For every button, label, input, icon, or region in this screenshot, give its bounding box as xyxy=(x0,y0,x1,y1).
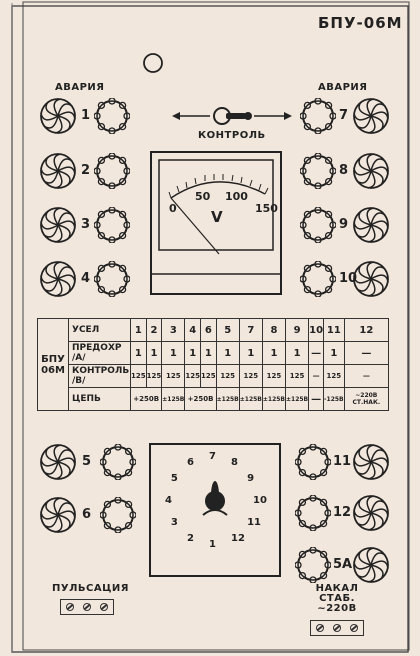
screw-icon xyxy=(333,624,341,632)
table-cell: 9 xyxy=(286,319,309,342)
meter-unit: V xyxy=(211,208,223,226)
fuse-label-7: 7 xyxy=(339,108,349,123)
table-cell: 1 xyxy=(216,342,239,365)
selector-position-6: 6 xyxy=(187,456,194,468)
panel-title: БПУ-06М xyxy=(318,14,403,32)
table-cell: 125 xyxy=(146,365,162,388)
table-cell: 1 xyxy=(262,342,285,365)
row-header-fuse xyxy=(69,342,131,365)
selector-position-4: 4 xyxy=(165,495,172,506)
selector-switch-graphic xyxy=(149,443,281,577)
fuse-4[interactable] xyxy=(94,261,130,297)
fuse-label-bottom-right-0: 11 xyxy=(333,454,352,469)
meter-tick-100: 100 xyxy=(225,190,248,203)
table-cell: 1 xyxy=(162,342,185,365)
nakal-label-1: НАКАЛ xyxy=(315,583,359,594)
fuse-1[interactable] xyxy=(94,98,130,134)
table-cell: 10 xyxy=(309,319,324,342)
row-header-control-2: /В/ xyxy=(72,376,86,386)
selector-position-5: 5 xyxy=(170,473,178,484)
nakal-terminal-block[interactable] xyxy=(310,620,364,636)
table-cell: ±125В xyxy=(239,388,262,411)
table-cell: 125 xyxy=(201,365,217,388)
selector-switch[interactable] xyxy=(149,443,281,577)
table-cell: — xyxy=(309,388,324,411)
alarm-label-right: АВАРИЯ xyxy=(318,82,368,93)
table-cell: 125 xyxy=(216,365,239,388)
table-cell: 6 xyxy=(201,319,217,342)
alarm-fan-icon xyxy=(352,260,390,298)
fan-icon xyxy=(39,443,77,481)
fuse-bottom-right-1[interactable] xyxy=(295,495,331,531)
fuse-3[interactable] xyxy=(94,207,130,243)
fan-icon xyxy=(352,494,390,532)
spec-table xyxy=(37,318,389,411)
meter-tick-150: 150 xyxy=(255,202,278,215)
table-cell: — xyxy=(344,365,388,388)
screw-icon xyxy=(350,624,358,632)
fuse-2[interactable] xyxy=(94,153,130,189)
table-side-label-1: БПУ xyxy=(41,353,65,365)
selector-position-8: 8 xyxy=(231,456,238,468)
fan-icon xyxy=(39,496,77,534)
table-cell: ~220В СТ.НАК. xyxy=(344,388,388,411)
table-cell: 8 xyxy=(262,319,285,342)
screw-icon xyxy=(66,603,74,611)
nakal-label xyxy=(312,584,362,614)
table-cell: 125 xyxy=(162,365,185,388)
table-cell: — xyxy=(344,342,388,365)
pulsation-label: ПУЛЬСАЦИЯ xyxy=(52,583,129,594)
selector-position-7: 7 xyxy=(209,451,216,462)
pulsation-terminal-block[interactable] xyxy=(60,599,114,615)
selector-position-3: 3 xyxy=(170,517,178,528)
fan-icon xyxy=(352,443,390,481)
table-cell: 4 xyxy=(185,319,201,342)
selector-position-12: 12 xyxy=(231,533,245,545)
table-cell: 5 xyxy=(216,319,239,342)
fuse-label-2: 2 xyxy=(81,163,91,178)
fuse-label-9: 9 xyxy=(339,217,349,232)
row-header-control xyxy=(69,365,131,388)
table-cell: 1 xyxy=(324,342,345,365)
screw-icon xyxy=(100,603,108,611)
table-cell: 12 xyxy=(344,319,388,342)
selector-position-11: 11 xyxy=(247,517,262,528)
table-side-label-2: 06М xyxy=(41,364,65,376)
control-label: КОНТРОЛЬ xyxy=(198,130,266,141)
table-cell: 125 xyxy=(239,365,262,388)
fuse-label-bottom-right-2: 5А xyxy=(333,557,353,572)
table-cell: 125 xyxy=(185,365,201,388)
table-cell: 125 xyxy=(286,365,309,388)
table-cell: ±125В xyxy=(216,388,239,411)
table-cell: 3 xyxy=(162,319,185,342)
table-side-label xyxy=(38,319,69,411)
control-toggle-switch[interactable] xyxy=(170,102,294,132)
table-cell: — xyxy=(309,365,324,388)
table-cell: +250В xyxy=(185,388,216,411)
table-cell: 1 xyxy=(146,342,162,365)
row-header-fuse-1: ПРЕДОХР xyxy=(72,343,122,353)
alarm-fan-icon xyxy=(39,97,77,135)
table-cell: 125 xyxy=(262,365,285,388)
row-header-circuit: ЦЕПЬ xyxy=(69,388,131,411)
table-cell: ±125В xyxy=(286,388,309,411)
alarm-fan-icon xyxy=(352,152,390,190)
fuse-label-5: 5 xyxy=(82,454,92,469)
row-header-control-1: КОНТРОЛЬ xyxy=(72,366,130,376)
fuse-bottom-6[interactable] xyxy=(100,497,136,533)
table-cell: 1 xyxy=(201,342,217,365)
table-cell: 7 xyxy=(239,319,262,342)
fuse-label-6: 6 xyxy=(82,507,92,522)
nakal-label-3: ~220В xyxy=(317,603,357,614)
fuse-label-bottom-right-1: 12 xyxy=(333,505,352,520)
table-cell: 11 xyxy=(324,319,345,342)
fuse-label-4: 4 xyxy=(81,271,91,286)
alarm-fan-icon xyxy=(39,152,77,190)
selector-position-2: 2 xyxy=(187,533,194,545)
table-cell: +250В xyxy=(131,388,162,411)
table-cell: ±125В xyxy=(262,388,285,411)
alarm-fan-icon xyxy=(352,206,390,244)
screw-icon xyxy=(83,603,91,611)
meter-tick-50: 50 xyxy=(195,190,211,203)
table-cell: 1 xyxy=(131,319,147,342)
row-header-fuse-2: /А/ xyxy=(72,353,86,363)
table-cell: 1 xyxy=(286,342,309,365)
alarm-label-left: АВАРИЯ xyxy=(55,82,105,93)
table-cell: 1 xyxy=(131,342,147,365)
fuse-9[interactable] xyxy=(300,207,336,243)
table-cell: -125В xyxy=(324,388,345,411)
fuse-bottom-right-0[interactable] xyxy=(295,444,331,480)
nakal-label-2: СТАБ. xyxy=(319,593,355,604)
fuse-8[interactable] xyxy=(300,153,336,189)
selector-position-1: 1 xyxy=(209,539,216,550)
screw-icon xyxy=(316,624,324,632)
selector-position-9: 9 xyxy=(247,473,255,484)
fuse-label-10: 10 xyxy=(339,271,358,286)
table-cell: 125 xyxy=(131,365,147,388)
fuse-bottom-5[interactable] xyxy=(100,444,136,480)
voltmeter xyxy=(149,150,283,296)
fuse-label-8: 8 xyxy=(339,163,349,178)
row-header-usel: УСЕЛ xyxy=(69,319,131,342)
table-cell: ±125В xyxy=(162,388,185,411)
meter-tick-0: 0 xyxy=(169,202,177,215)
fuse-label-3: 3 xyxy=(81,217,91,232)
alarm-fan-icon xyxy=(39,260,77,298)
table-cell: 125 xyxy=(324,365,345,388)
alarm-fan-icon xyxy=(39,206,77,244)
selector-position-10: 10 xyxy=(253,495,267,506)
indicator-lamp xyxy=(141,51,165,75)
fan-icon xyxy=(352,546,390,584)
table-cell: 1 xyxy=(239,342,262,365)
table-cell: — xyxy=(309,342,324,365)
table-cell: 1 xyxy=(185,342,201,365)
fuse-bottom-right-2[interactable] xyxy=(295,547,331,583)
fuse-7[interactable] xyxy=(300,98,336,134)
alarm-fan-icon xyxy=(352,97,390,135)
table-cell: 2 xyxy=(146,319,162,342)
fuse-label-1: 1 xyxy=(81,108,91,123)
fuse-10[interactable] xyxy=(300,261,336,297)
